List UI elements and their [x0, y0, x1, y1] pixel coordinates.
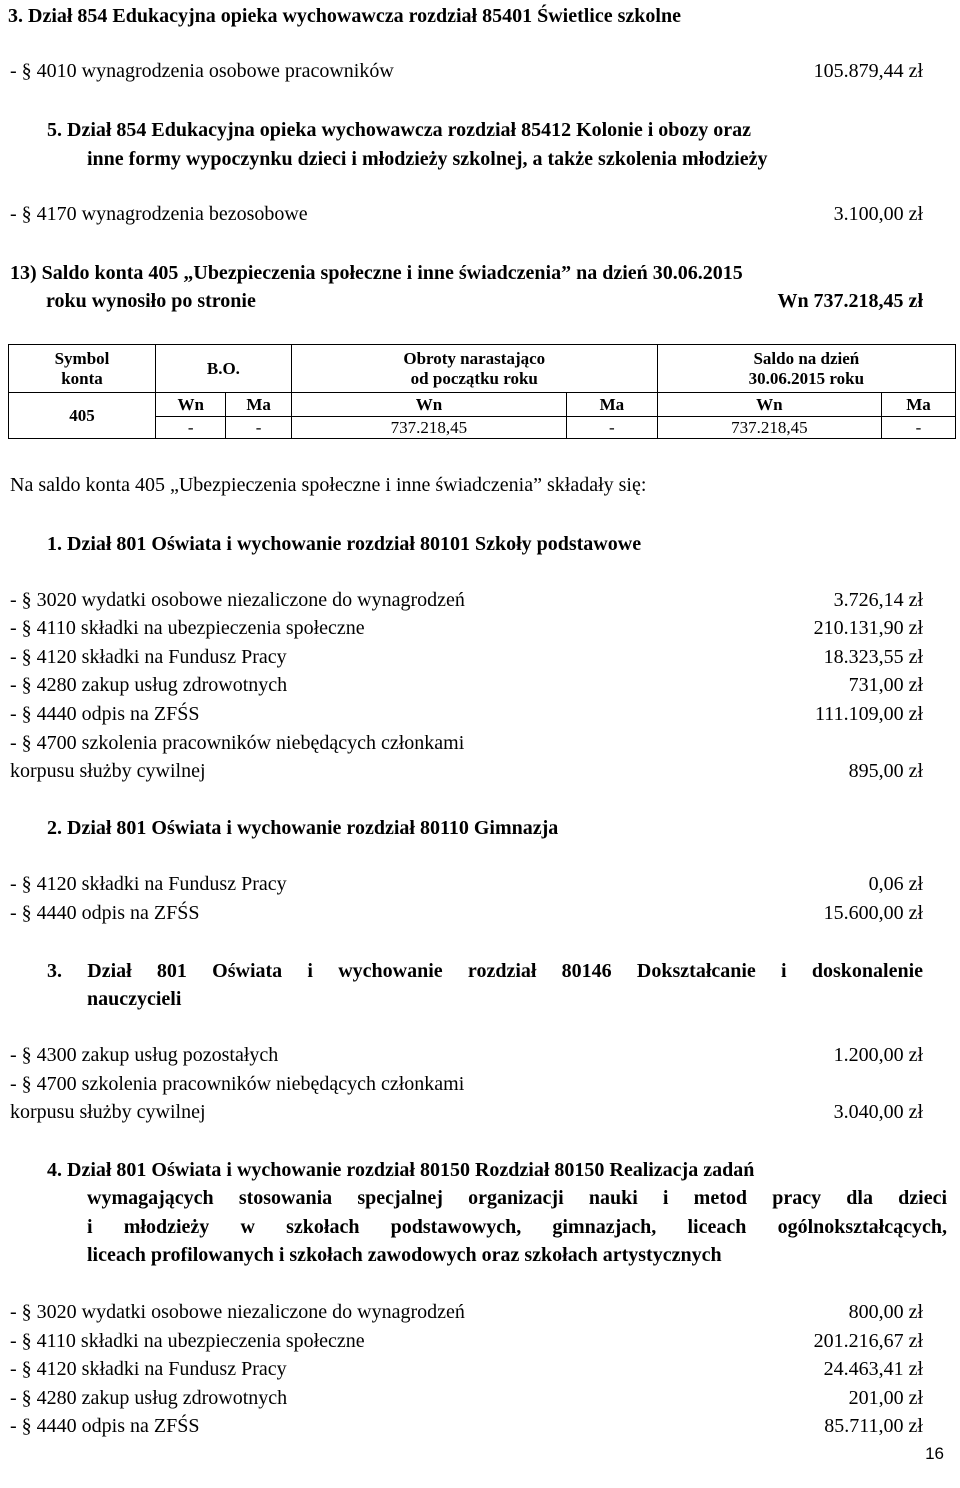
line-item-label: - § 4170 wynagrodzenia bezosobowe [10, 203, 308, 225]
section-heading: 2. Dział 801 Oświata i wychowanie rozdział 80110 Gimnazja [47, 817, 559, 839]
section-heading-cont: wymagających stosowania specjalnej organizacji nauki i metod pracy dla dzieci [87, 1187, 947, 1209]
section-heading-cont: liceach profilowanych i szkołach zawodowych oraz szkołach artystycznych [87, 1244, 722, 1266]
line-item-label: - § 4300 zakup usług pozostałych [10, 1044, 279, 1066]
subheader-cell: Ma [882, 393, 956, 417]
line-item-amount: 1.200,00 zł [833, 1044, 923, 1066]
value-cell: 737.218,45 [657, 417, 881, 439]
line-item-label: - § 4440 odpis na ZFŚS [10, 902, 200, 924]
line-item-amount: 3.726,14 zł [833, 589, 923, 611]
line-item-amount: 3.100,00 zł [833, 203, 923, 225]
line-item-amount: 85.711,00 zł [824, 1415, 923, 1437]
line-item-amount: 731,00 zł [848, 674, 923, 696]
line-item-label: - § 4440 odpis na ZFŚS [10, 703, 200, 725]
saldo-heading: 13) Saldo konta 405 „Ubezpieczenia społeczne i inne świadczenia” na dzień 30.06.2015 [10, 262, 743, 284]
bo-header: B.O. [156, 345, 292, 393]
line-item-amount: 201,00 zł [848, 1387, 923, 1409]
section-heading: inne formy wypoczynku dzieci i młodzieży szkolnej, a także szkolenia młodzieży [87, 148, 768, 170]
line-item-label: - § 4110 składki na ubezpieczenia społeczne [10, 617, 365, 639]
subheader-cell: Ma [226, 393, 291, 417]
line-item-label: - § 4120 składki na Fundusz Pracy [10, 646, 287, 668]
section-heading-cont: i młodzieży w szkołach podstawowych, gimnazjach, liceach ogólnokształcących, [87, 1216, 947, 1238]
line-item-label: - § 4280 zakup usług zdrowotnych [10, 1387, 288, 1409]
line-item-label-cont: korpusu służby cywilnej [10, 760, 206, 782]
line-item-label: - § 4010 wynagrodzenia osobowe pracowników [10, 60, 394, 82]
account-number: 405 [9, 393, 156, 439]
value-cell: - [156, 417, 226, 439]
subheader-cell: Wn [657, 393, 881, 417]
obroty-header: Obroty narastająco od początku roku [291, 345, 657, 393]
line-item-amount: 895,00 zł [848, 760, 923, 782]
line-item-amount: 201.216,67 zł [813, 1330, 923, 1352]
line-item-label: - § 4700 szkolenia pracowników niebędących członkami [10, 1073, 465, 1095]
value-cell: 737.218,45 [291, 417, 566, 439]
account-balance-table [8, 344, 956, 439]
line-item-amount: 0,06 zł [868, 873, 923, 895]
line-item-label: - § 4280 zakup usług zdrowotnych [10, 674, 288, 696]
line-item-label: - § 4110 składki na ubezpieczenia społeczne [10, 1330, 365, 1352]
line-item-amount: 3.040,00 zł [833, 1101, 923, 1123]
line-item-label: - § 3020 wydatki osobowe niezaliczone do wynagrodzeń [10, 589, 465, 611]
line-item-amount: 18.323,55 zł [823, 646, 923, 668]
symbol-header: Symbol konta [9, 345, 156, 393]
subheader-cell: Wn [291, 393, 566, 417]
value-cell: - [567, 417, 658, 439]
section-heading: 3. Dział 801 Oświata i wychowanie rozdział 80146 Dokształcanie i doskonalenie [47, 960, 923, 982]
line-item-label: - § 4700 szkolenia pracowników niebędących członkami [10, 732, 465, 754]
saldo-header: Saldo na dzień 30.06.2015 roku [657, 345, 955, 393]
subheader-cell: Ma [567, 393, 658, 417]
line-item-label: - § 3020 wydatki osobowe niezaliczone do wynagrodzeń [10, 1301, 465, 1323]
saldo-amount: Wn 737.218,45 zł [777, 290, 923, 312]
saldo-heading-cont: roku wynosiło po stronie [46, 290, 256, 312]
subheader-cell: Wn [156, 393, 226, 417]
section-heading-cont: nauczycieli [87, 988, 182, 1010]
value-cell: - [882, 417, 956, 439]
line-item-amount: 800,00 zł [848, 1301, 923, 1323]
line-item-amount: 24.463,41 zł [823, 1358, 923, 1380]
section-heading: 1. Dział 801 Oświata i wychowanie rozdział 80101 Szkoły podstawowe [47, 533, 642, 555]
line-item-amount: 105.879,44 zł [813, 60, 923, 82]
page-number: 16 [925, 1444, 944, 1463]
line-item-amount: 15.600,00 zł [823, 902, 923, 924]
composition-intro: Na saldo konta 405 „Ubezpieczenia społeczne i inne świadczenia” składały się: [10, 474, 647, 496]
section-heading: 3. Dział 854 Edukacyjna opieka wychowawcza rozdział 85401 Świetlice szkolne [8, 5, 681, 27]
line-item-amount: 210.131,90 zł [813, 617, 923, 639]
line-item-label: - § 4120 składki na Fundusz Pracy [10, 1358, 287, 1380]
value-cell: - [226, 417, 291, 439]
line-item-amount: 111.109,00 zł [815, 703, 923, 725]
line-item-label-cont: korpusu służby cywilnej [10, 1101, 206, 1123]
section-heading: 5. Dział 854 Edukacyjna opieka wychowawcza rozdział 85412 Kolonie i obozy oraz [47, 119, 752, 141]
line-item-label: - § 4440 odpis na ZFŚS [10, 1415, 200, 1437]
section-heading: 4. Dział 801 Oświata i wychowanie rozdział 80150 Rozdział 80150 Realizacja zadań [47, 1159, 755, 1181]
line-item-label: - § 4120 składki na Fundusz Pracy [10, 873, 287, 895]
